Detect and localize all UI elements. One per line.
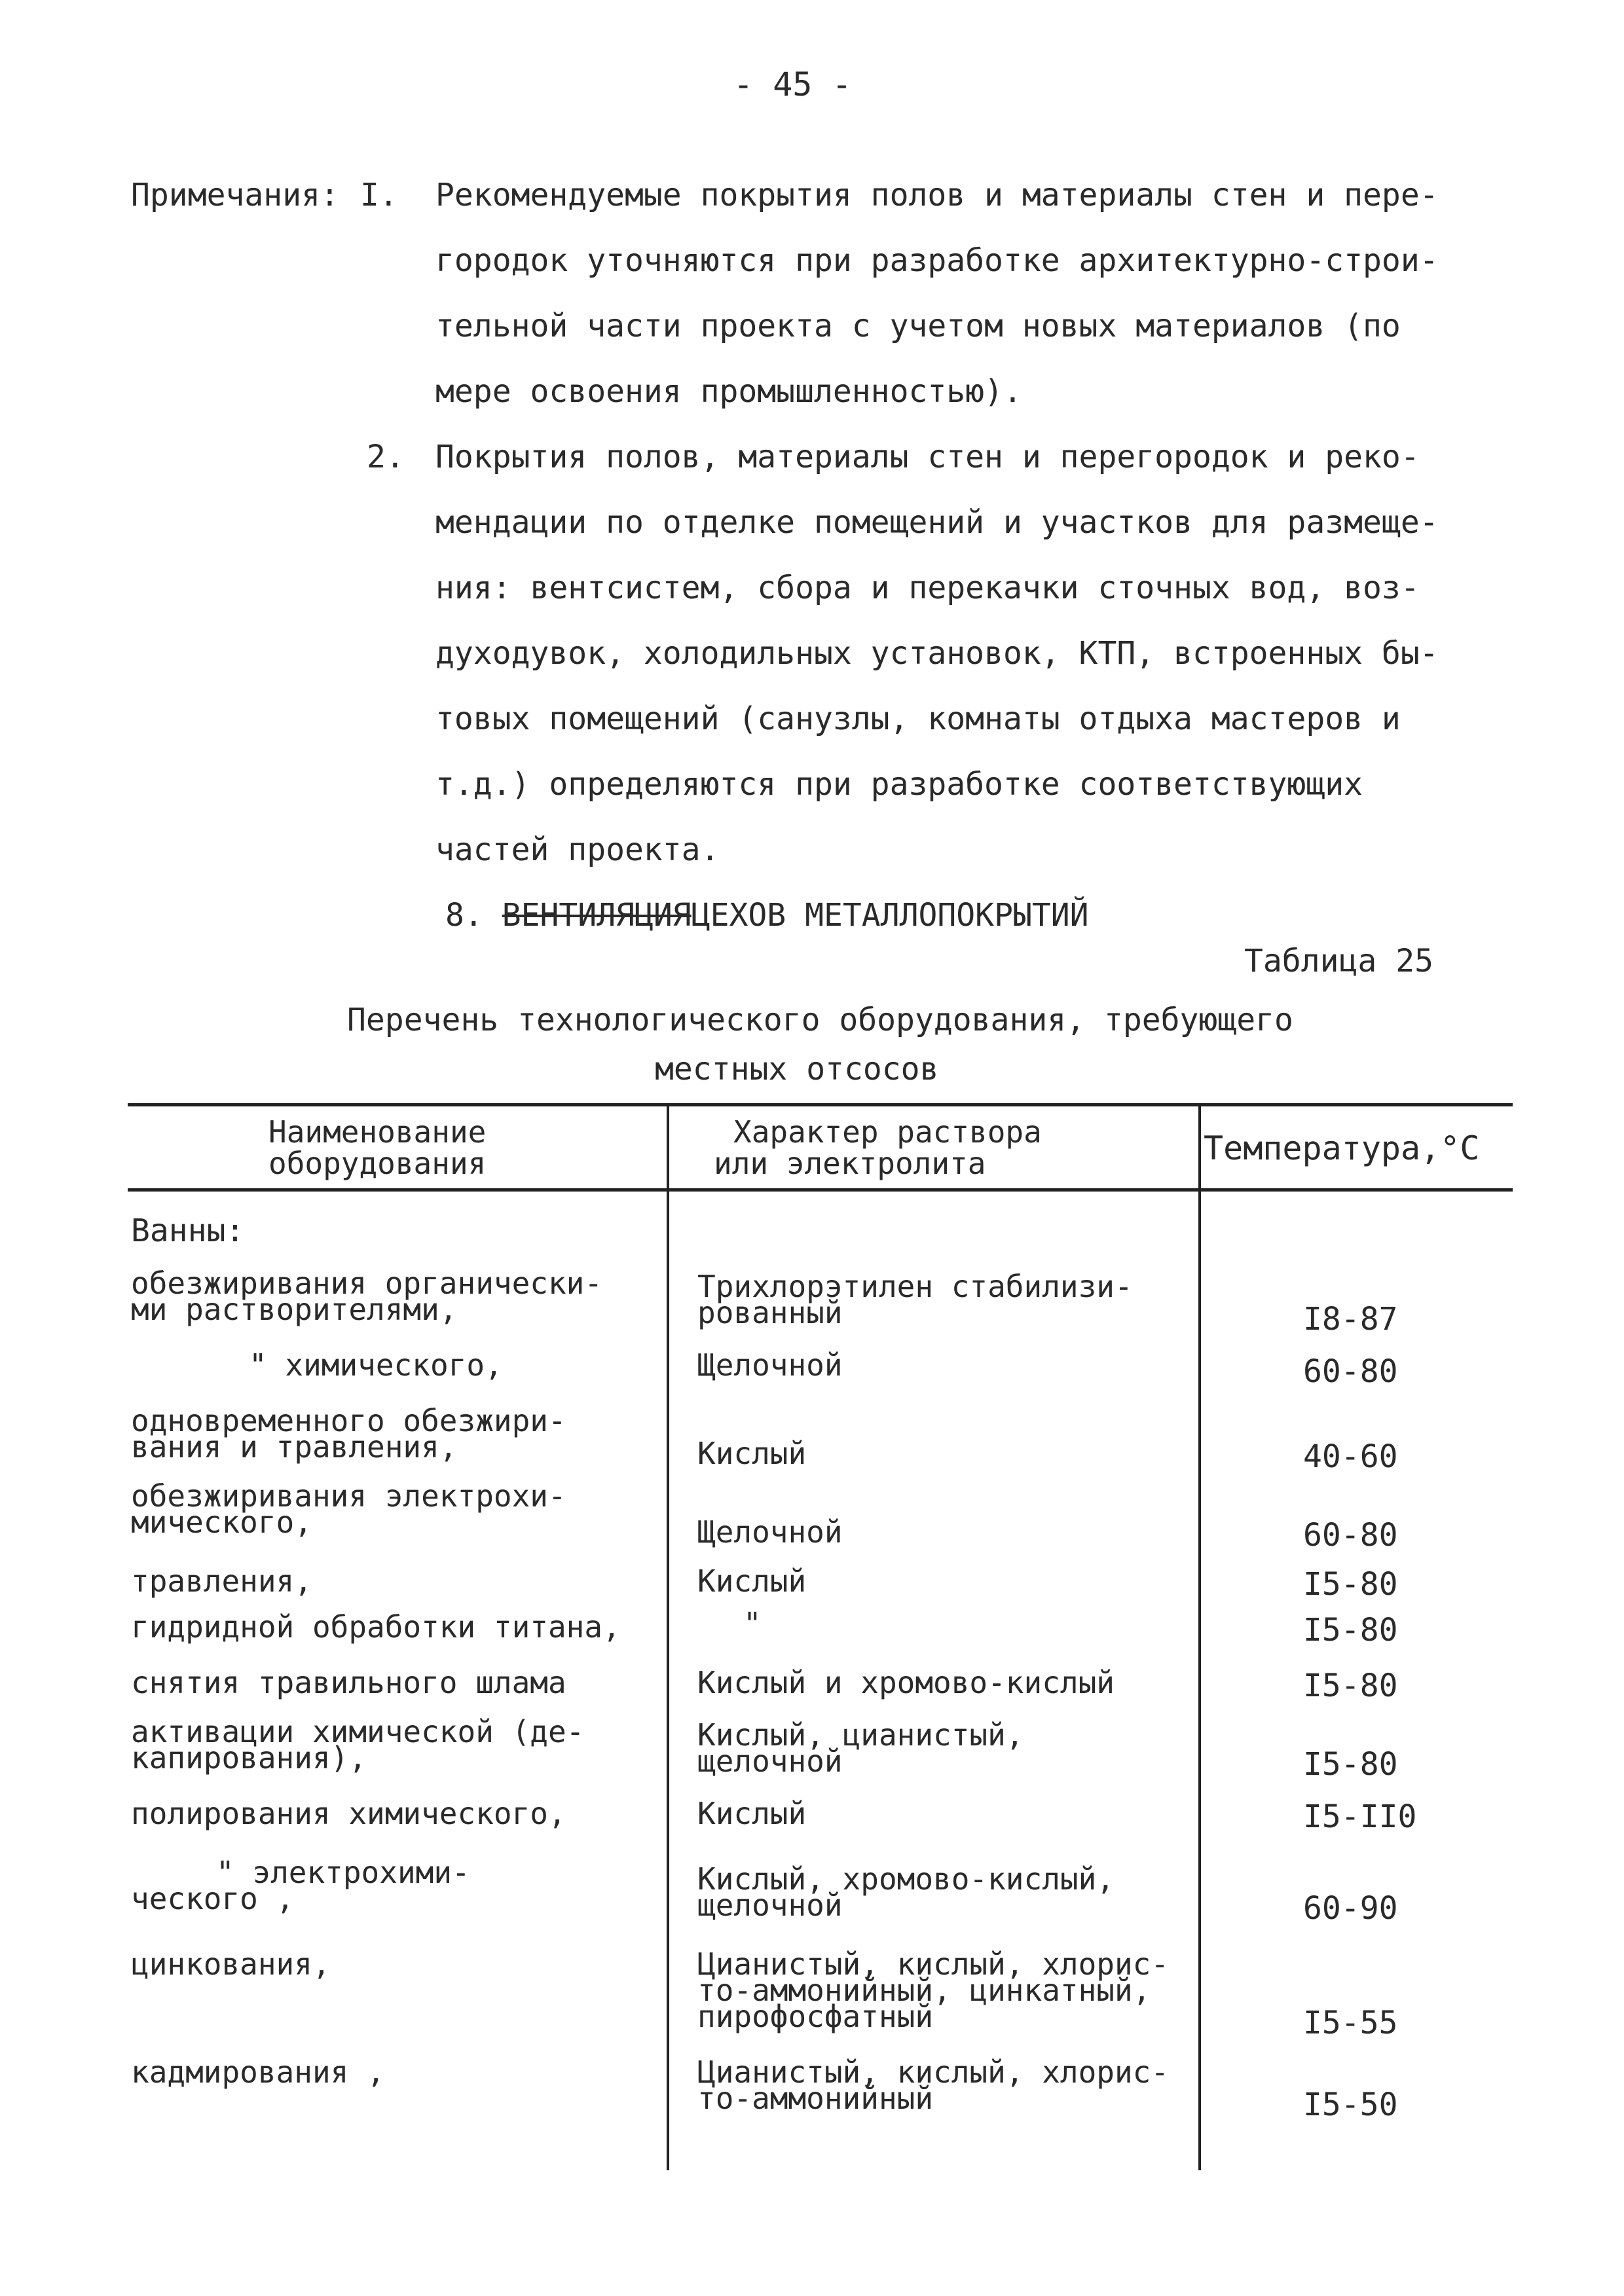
row-name: обезжиривания органически- (131, 1266, 603, 1301)
section-title-text: ЦЕХОВ МЕТАЛЛОПОКРЫТИЙ (691, 897, 1089, 934)
row-solution: то-аммонийный, цинкатный, (697, 1973, 1151, 2008)
row-temperature: I5-50 (1303, 2086, 1398, 2123)
row-temperature: 60-80 (1303, 1353, 1398, 1390)
row-temperature: I5-80 (1303, 1746, 1398, 1783)
row-temperature: I5-80 (1303, 1612, 1398, 1649)
note-line: т.д.) определяются при разработке соответствующих (435, 766, 1363, 803)
header-solution-line-1: Характер раствора (733, 1114, 1042, 1150)
row-temperature: I5-II0 (1303, 1798, 1417, 1835)
row-name: полирования химического, (131, 1796, 566, 1831)
row-solution: Кислый (697, 1796, 807, 1831)
row-solution: Кислый и хромово-кислый (697, 1665, 1115, 1700)
section-number: 8. (445, 897, 483, 934)
note-line: Покрытия полов, материалы стен и перегородок и реко- (435, 439, 1420, 475)
note-line: частей проекта. (435, 831, 720, 868)
header-name-line-1: Наименование (268, 1114, 487, 1150)
note-line: городок уточняются при разработке архитектурно-строи- (435, 242, 1439, 279)
table-caption-line-2: местных отсосов (655, 1051, 939, 1087)
row-name: гидридной обработки титана, (131, 1609, 621, 1645)
note-line: мере освоения промышленностью). (435, 373, 1022, 410)
row-solution: Кислый, цианистый, (697, 1717, 1024, 1753)
row-solution: пирофосфатный (697, 1999, 934, 2034)
row-name: мического, (131, 1504, 312, 1540)
table-header-rule (128, 1188, 1513, 1192)
row-solution: Трихлорэтилен стабилизи- (697, 1269, 1133, 1304)
note-line: Рекомендуемые покрытия полов и материалы стен и пере- (435, 177, 1439, 213)
row-solution: щелочной (697, 1743, 843, 1779)
note-line: товых помещений (санузлы, комнаты отдыха мастеров и (435, 701, 1401, 737)
row-solution: " (743, 1606, 762, 1641)
row-temperature: 40-60 (1303, 1438, 1398, 1475)
row-temperature: 60-90 (1303, 1890, 1398, 1927)
row-temperature: I5-80 (1303, 1566, 1398, 1603)
row-name: ми растворителями, (131, 1292, 458, 1327)
note-line: ния: вентсистем, сбора и перекачки сточных вод, воз- (435, 570, 1420, 606)
page-number: - 45 - (733, 65, 852, 103)
row-name: активации химической (де- (131, 1714, 585, 1749)
row-name: кадмирования , (131, 2054, 385, 2090)
section-struck-word: ВЕНТИЛЯЦИЯ (502, 897, 692, 934)
note-line: духодувок, холодильных установок, КТП, встроенных бы- (435, 635, 1439, 672)
row-solution: щелочной (697, 1887, 843, 1923)
row-name: " химического, (249, 1347, 503, 1383)
group-label: Ванны: (131, 1212, 245, 1249)
row-name: травления, (131, 1563, 312, 1599)
row-name: " электрохими- (216, 1855, 470, 1890)
section-heading (445, 897, 1089, 934)
note-line: тельной части проекта с учетом новых материалов (по (435, 308, 1401, 344)
note-line: мендации по отделке помещений и участков для размеще- (435, 504, 1439, 541)
row-temperature: I8-87 (1303, 1301, 1398, 1338)
row-name: цинкования, (131, 1946, 331, 1982)
table-caption-line-1: Перечень технологического оборудования, требующего (347, 1002, 1293, 1038)
row-solution: Щелочной (697, 1347, 843, 1383)
row-solution: то-аммонийный (697, 2081, 934, 2116)
row-name: капирования), (131, 1740, 367, 1776)
header-solution-line-2: или электролита (714, 1146, 986, 1181)
row-name: обезжиривания электрохи- (131, 1478, 566, 1514)
note-1-marker: I. (360, 177, 398, 213)
row-solution: Кислый, хромово-кислый, (697, 1861, 1115, 1897)
row-solution: Кислый (697, 1563, 807, 1599)
row-temperature: 60-80 (1303, 1517, 1398, 1554)
row-name: вания и травления, (131, 1429, 458, 1465)
notes-label: Примечания: (131, 177, 339, 213)
row-solution: Цианистый, кислый, хлорис- (697, 1946, 1170, 1982)
row-solution: Кислый (697, 1436, 807, 1471)
table-column-divider-1 (667, 1106, 669, 2170)
row-temperature: I5-80 (1303, 1667, 1398, 1704)
header-name-line-2: оборудования (268, 1146, 487, 1181)
table-top-rule (128, 1103, 1513, 1106)
row-temperature: I5-55 (1303, 2005, 1398, 2041)
row-solution: рованный (697, 1295, 843, 1330)
table-label: Таблица 25 (1244, 943, 1433, 979)
table-column-divider-2 (1198, 1106, 1201, 2170)
note-2-marker: 2. (367, 439, 405, 475)
row-solution: Цианистый, кислый, хлорис- (697, 2054, 1170, 2090)
row-name: ческого , (131, 1881, 295, 1916)
row-name: снятия травильного шлама (131, 1665, 566, 1700)
row-solution: Щелочной (697, 1514, 843, 1550)
row-name: одновременного обезжири- (131, 1403, 566, 1438)
header-temperature: Температура,°С (1204, 1129, 1480, 1167)
